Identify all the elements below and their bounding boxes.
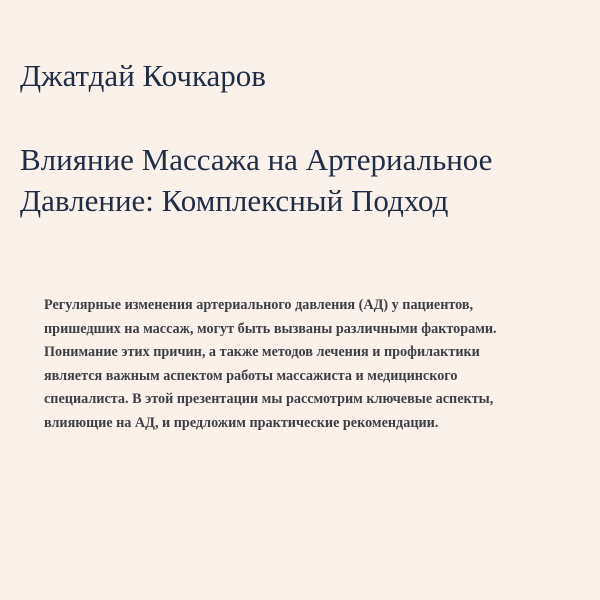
slide-body-text	[44, 294, 564, 436]
body-text-line: Регулярные изменения артериального давления (АД) у пациентов,	[44, 297, 474, 313]
body-text-line: пришедших на массаж, могут быть вызваны различными факторами.	[44, 320, 497, 337]
body-text-line: влияющие на АД, и предложим практические рекомендации.	[44, 414, 439, 431]
slide-title-line: Влияние Массажа на Артериальное	[20, 142, 493, 177]
body-text-line: является важным аспектом работы массажиста и медицинского	[44, 367, 458, 384]
body-text-line: Понимание этих причин, а также методов лечения и профилактики	[44, 344, 480, 361]
slide-title	[20, 139, 590, 221]
body-text-line: специалиста. В этой презентации мы рассмотрим ключевые аспекты,	[44, 391, 494, 408]
slide-title-line: Давление: Комплексный Подход	[20, 183, 449, 218]
author-name: Джатдай Кочкаров	[20, 58, 266, 93]
